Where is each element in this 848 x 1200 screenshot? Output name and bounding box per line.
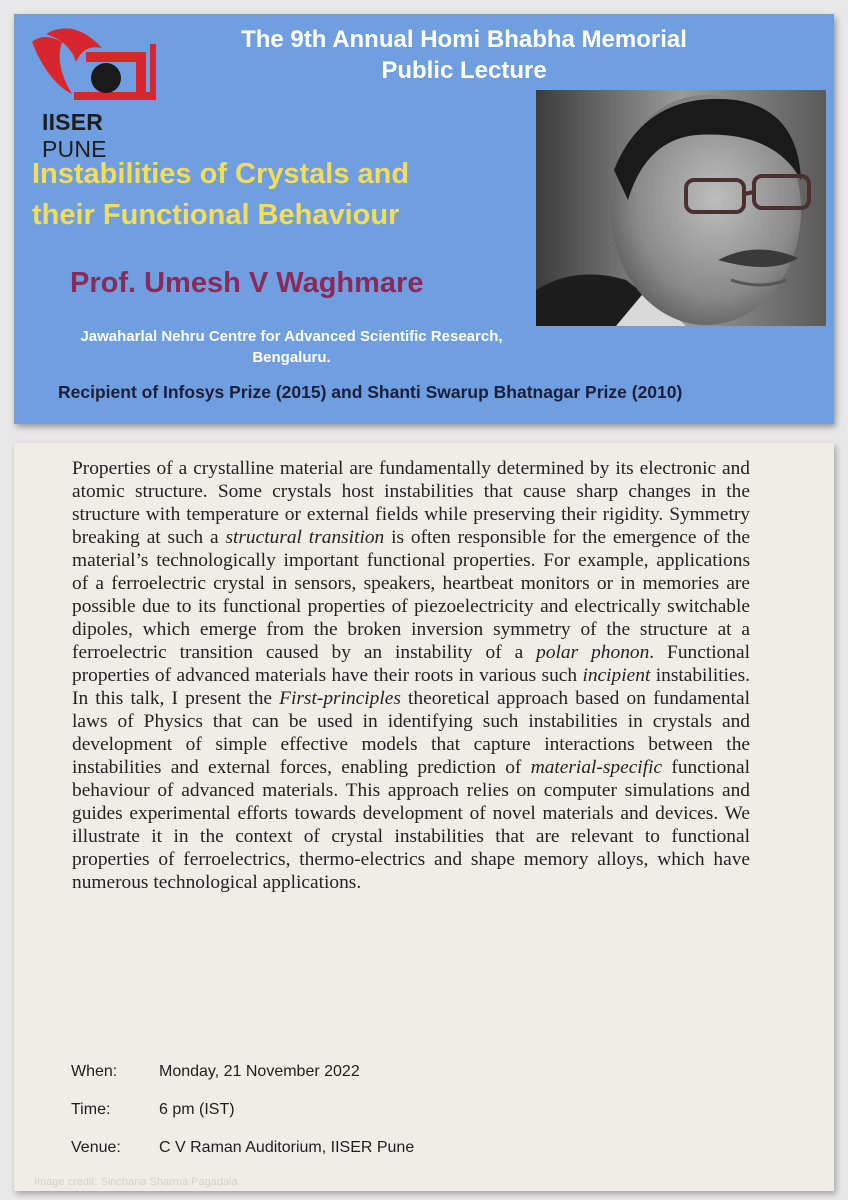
time-label: Time: [71,1101,111,1118]
event-title-line-1: The 9th Annual Homi Bhabha Memorial [241,26,687,53]
affiliation-line-2: Bengaluru. [252,349,331,366]
talk-title-line-1: Instabilities of Crystals and [32,158,410,190]
iiser-logo-icon [24,22,174,112]
image-credit: Image credit: Sinchana Sharma Pagadala [34,1176,238,1188]
speaker-affiliation [49,326,534,368]
speaker-prizes: Recipient of Infosys Prize (2015) and Shanti Swarup Bhatnagar Prize (2010) [58,382,683,402]
abstract-panel [14,443,834,1191]
venue-value: C V Raman Auditorium, IISER Pune [159,1139,415,1156]
iiser-logo [24,22,174,162]
header-banner [14,14,834,424]
affiliation-line-1: Jawaharlal Nehru Centre for Advanced Scientific Research, [80,328,503,345]
speaker-portrait-image [536,90,826,326]
speaker-photo [536,90,826,326]
event-title [164,24,764,86]
speaker-name: Prof. Umesh V Waghmare [70,267,424,299]
when-label: When: [71,1063,118,1080]
talk-title [32,154,532,236]
venue-label: Venue: [71,1139,121,1156]
talk-title-line-2: their Functional Behaviour [32,199,400,231]
time-value: 6 pm (IST) [159,1101,235,1118]
event-title-line-2: Public Lecture [381,57,547,84]
abstract-text: Properties of a crystalline material are fundamentally determined by its electronic and atomic structure. Some crystals host instabilities that cause sharp changes in the structure with temperature or external fields while preserving their rigidity. Symmetry breaking at such a structural transition is often responsible for the emergence of the material’s technologically important functional properties. For example, applications of a ferroelectric crystal in sensors, speakers, heartbeat monitors or in memories are possible due to its functional properties of piezoelectricity and electrically switchable dipoles, which emerge from the broken inversion symmetry of the structure at a ferroelectric transition caused by an instability of a polar phonon. Functional properties of advanced materials have their roots in various such incipient instabilities. In this talk, I present the First-principles theoretical approach based on fundamental laws of Physics that can be used in identifying such instabilities in crystals and development of simple effective models that capture interactions between the instabilities and external forces, enabling prediction of material-specific functional behaviour of advanced materials. This approach relies on computer simulations and guides experimental efforts towards development of novel materials and devices. We illustrate it in the context of crystal instabilities that are relevant to functional properties of ferroelectrics, thermo-electrics and shape memory alloys, which have numerous technological applications. [72,458,750,893]
logo-wordmark: IISER PUNE [42,109,107,162]
when-value: Monday, 21 November 2022 [159,1063,360,1080]
